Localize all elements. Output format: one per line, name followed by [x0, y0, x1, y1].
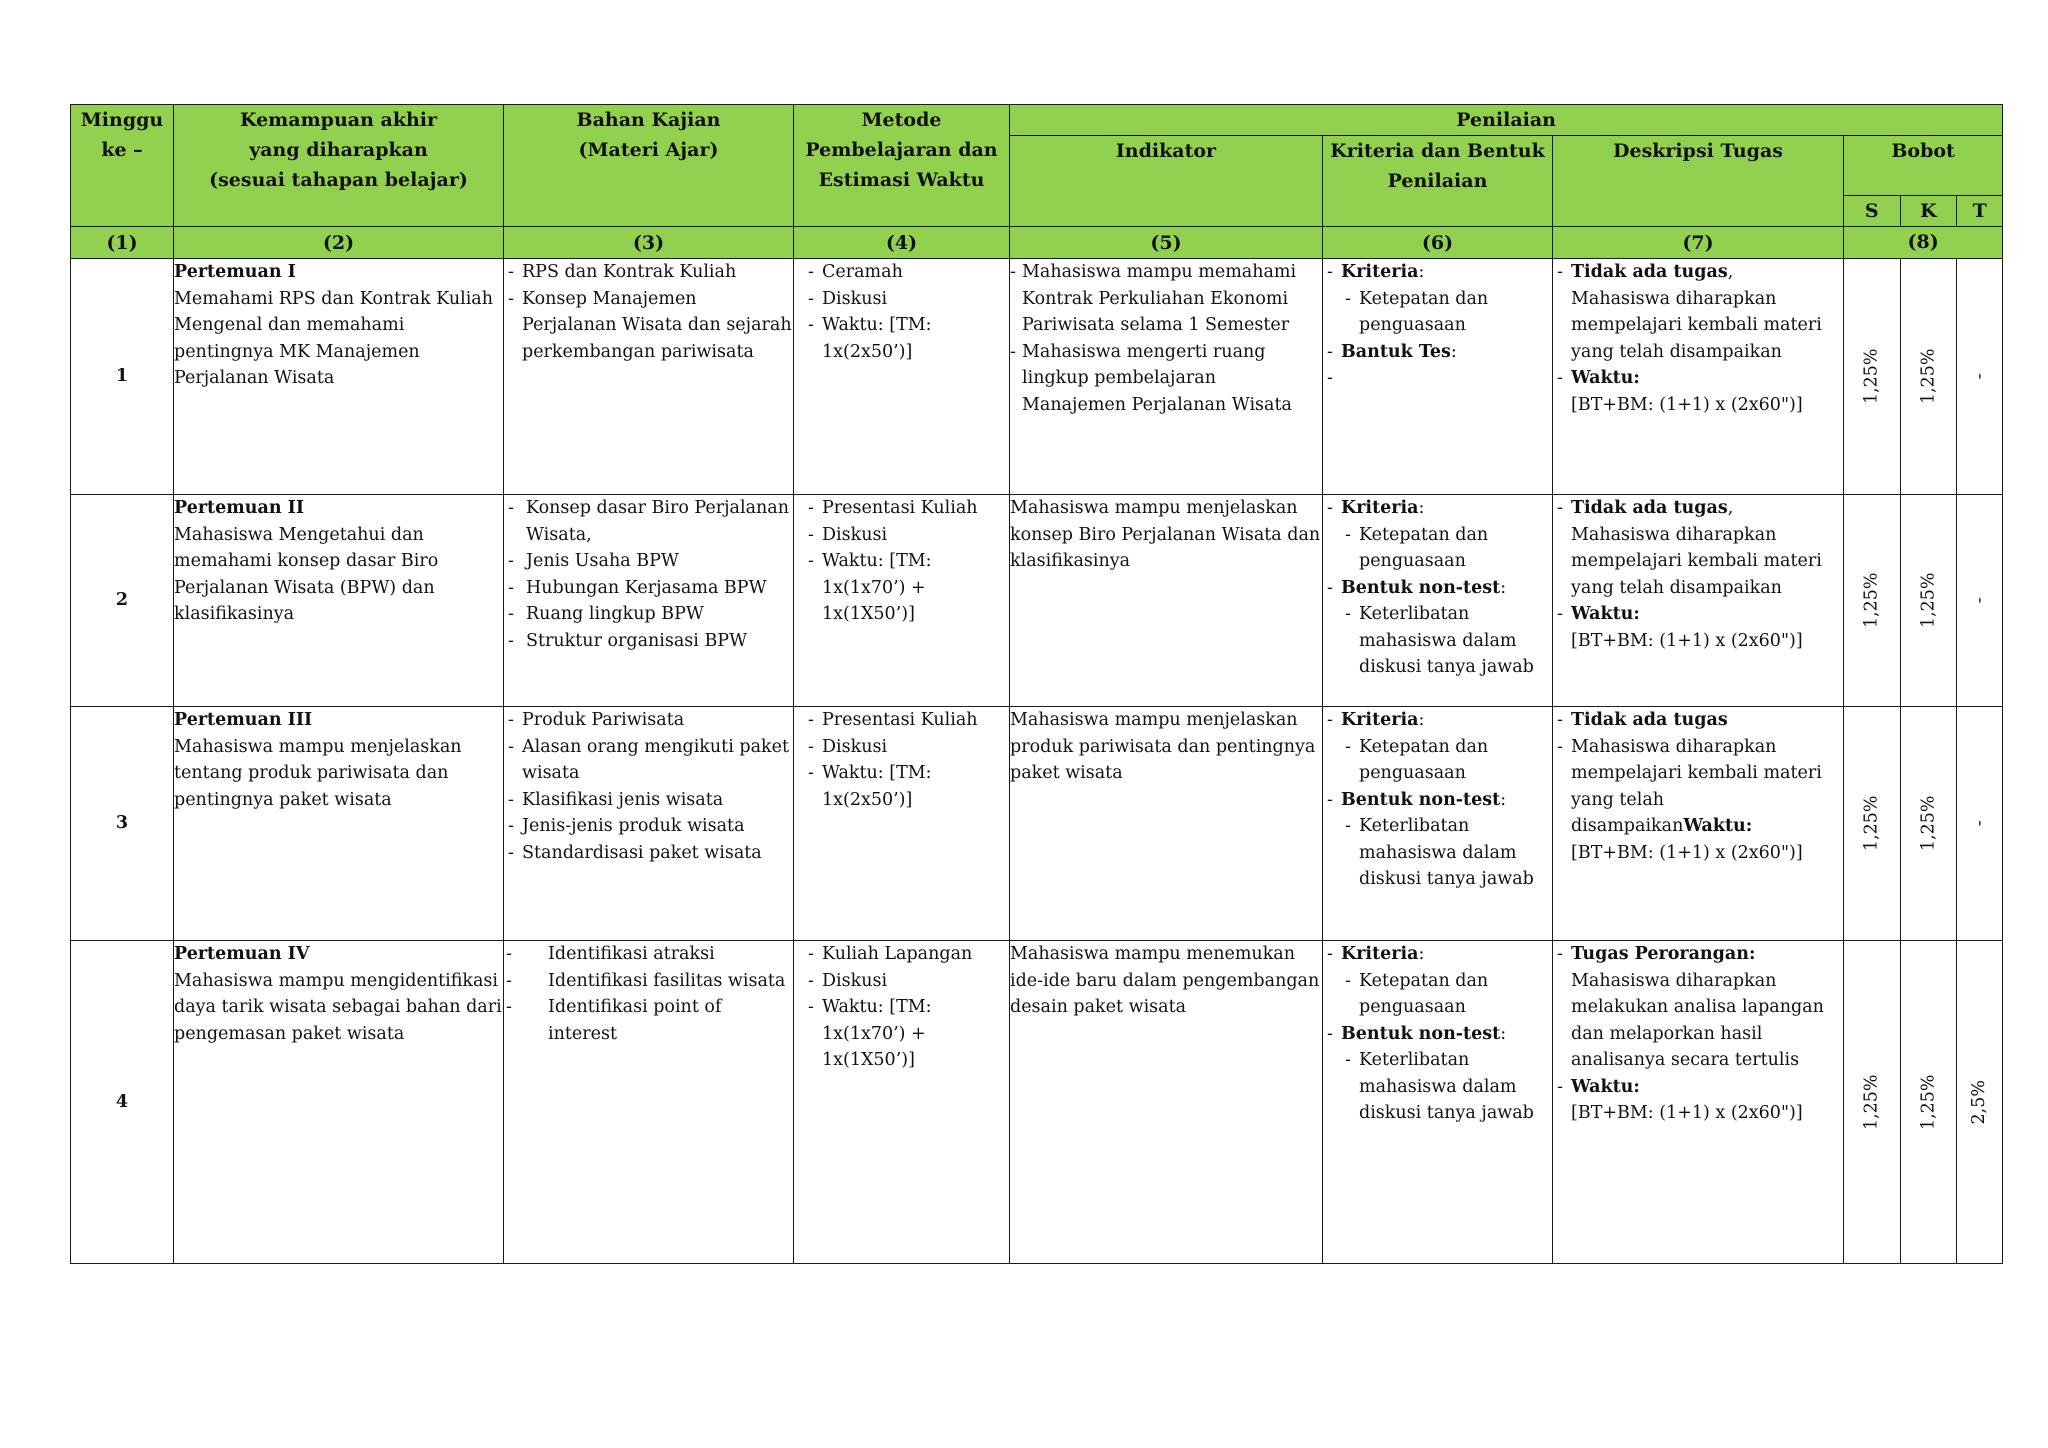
list-item: - Produk Pariwisata: [504, 707, 793, 734]
table-row: [71, 259, 2003, 495]
rps-table: [70, 104, 2003, 1264]
list-item: - Keterlibatan mahasiswa dalam diskusi tanya jawab: [1341, 601, 1552, 681]
header-num-2: (2): [174, 227, 504, 259]
list-item: - Ketepatan dan penguasaan: [1341, 968, 1552, 1021]
row-kemampuan: [174, 259, 504, 495]
bobot-k-cell: 1,25%: [1900, 707, 1957, 941]
list-item: - Standardisasi paket wisata: [504, 840, 793, 867]
list-item: - Waktu: [TM: 1x(2x50’)]: [804, 760, 1009, 813]
header-num-4: (4): [794, 227, 1010, 259]
table-row: [71, 941, 2003, 1264]
kemampuan-text: Memahami RPS dan Kontrak Kuliah Mengenal dan memahami pentingnya MK Manajemen Perjalanan Wisata: [174, 288, 493, 388]
list-item: - Waktu: [TM: 1x(2x50’)]: [804, 312, 1009, 365]
list-item: - Mahasiswa mengerti ruang lingkup pembelajaran Manajemen Perjalanan Wisata: [1010, 339, 1322, 419]
list-item: - Mahasiswa diharapkan mempelajari kembali materi yang telah disampaikanWaktu: [BT+BM: (1+1) x (2x60")]: [1553, 734, 1843, 867]
row-metode: [794, 707, 1010, 941]
bobot-t-cell: -: [1957, 707, 2003, 941]
list-item: - Keterlibatan mahasiswa dalam diskusi tanya jawab: [1341, 813, 1552, 893]
list-item: - Tidak ada tugas, Mahasiswa diharapkan mempelajari kembali materi yang telah disampaikan: [1553, 259, 1843, 365]
table-row: [71, 495, 2003, 707]
list-item: - Mahasiswa mampu memahami Kontrak Perkuliahan Ekonomi Pariwisata selama 1 Semester: [1010, 259, 1322, 339]
list-item: - Waktu: [BT+BM: (1+1) x (2x60")]: [1553, 365, 1843, 418]
header-num-8: (8): [1844, 227, 2003, 259]
list-item: - Diskusi: [804, 286, 1009, 313]
kemampuan-text: Mahasiswa Mengetahui dan memahami konsep dasar Biro Perjalanan Wisata (BPW) dan klasifikasinya: [174, 524, 439, 624]
list-item: - Ruang lingkup BPW: [504, 601, 793, 628]
list-item: - Waktu: [BT+BM: (1+1) x (2x60")]: [1553, 601, 1843, 654]
list-item: - Ketepatan dan penguasaan: [1341, 734, 1552, 787]
row-kriteria: [1323, 941, 1553, 1264]
list-item: - Identifikasi atraksi: [504, 941, 793, 968]
row-bahan: [504, 259, 794, 495]
header-bobot-t: T: [1957, 196, 2003, 227]
header-bahan: Bahan Kajian (Materi Ajar): [504, 105, 794, 227]
row-bahan: [504, 941, 794, 1264]
row-deskripsi: [1553, 259, 1844, 495]
list-item: - Bentuk non-test: - Keterlibatan mahasiswa dalam diskusi tanya jawab: [1323, 575, 1552, 681]
header-bobot-s: S: [1844, 196, 1901, 227]
row-metode: [794, 259, 1010, 495]
list-item: - Diskusi: [804, 968, 1009, 995]
list-item: - Waktu: [TM: 1x(1x70’) + 1x(1X50’)]: [804, 548, 1009, 628]
row-minggu: 4: [71, 941, 174, 1264]
row-minggu: 3: [71, 707, 174, 941]
row-deskripsi: [1553, 707, 1844, 941]
list-item: - Struktur organisasi BPW: [504, 628, 793, 655]
header-penilaian: Penilaian: [1010, 105, 2003, 136]
list-item: - Tidak ada tugas, Mahasiswa diharapkan mempelajari kembali materi yang telah disampaikan: [1553, 495, 1843, 601]
list-item: - Tugas Perorangan: Mahasiswa diharapkan melakukan analisa lapangan dan melaporkan hasil analisanya secara tertulis: [1553, 941, 1843, 1074]
list-item: - Klasifikasi jenis wisata: [504, 787, 793, 814]
kemampuan-text: Mahasiswa mampu mengidentifikasi daya tarik wisata sebagai bahan dari pengemasan paket wisata: [174, 970, 502, 1044]
bobot-s-cell: 1,25%: [1844, 495, 1901, 707]
list-item: - Tidak ada tugas: [1553, 707, 1843, 734]
list-item: - Jenis Usaha BPW: [504, 548, 793, 575]
list-item: - Kriteria: - Ketepatan dan penguasaan: [1323, 941, 1552, 1021]
row-metode: [794, 941, 1010, 1264]
list-item: - Bantuk Tes:: [1323, 339, 1552, 366]
row-minggu: 2: [71, 495, 174, 707]
list-item: - Diskusi: [804, 734, 1009, 761]
header-metode: Metode Pembelajaran dan Estimasi Waktu: [794, 105, 1010, 227]
row-minggu: 1: [71, 259, 174, 495]
header-kemampuan: Kemampuan akhir yang diharapkan (sesuai tahapan belajar): [174, 105, 504, 227]
bobot-k-cell: 1,25%: [1900, 495, 1957, 707]
bobot-k-cell: 1,25%: [1900, 259, 1957, 495]
row-indikator: Mahasiswa mampu menjelaskan produk pariwisata dan pentingnya paket wisata: [1010, 707, 1323, 941]
pertemuan-title: Pertemuan II: [174, 498, 305, 518]
row-deskripsi: [1553, 941, 1844, 1264]
list-item: - Bentuk non-test: - Keterlibatan mahasiswa dalam diskusi tanya jawab: [1323, 1021, 1552, 1127]
header-num-3: (3): [504, 227, 794, 259]
list-item: - Diskusi: [804, 522, 1009, 549]
header-indikator: Indikator: [1010, 136, 1323, 227]
list-item: - Identifikasi point of interest: [504, 994, 793, 1047]
list-item: - Waktu: [TM: 1x(1x70’) + 1x(1X50’)]: [804, 994, 1009, 1074]
header-num-6: (6): [1323, 227, 1553, 259]
pertemuan-title: Pertemuan I: [174, 262, 296, 282]
bobot-t-cell: -: [1957, 495, 2003, 707]
list-item: - Kriteria: - Ketepatan dan penguasaan: [1323, 259, 1552, 339]
pertemuan-title: Pertemuan III: [174, 710, 313, 730]
list-item: - Identifikasi fasilitas wisata: [504, 968, 793, 995]
header-num-1: (1): [71, 227, 174, 259]
row-bahan: [504, 495, 794, 707]
table-row: [71, 707, 2003, 941]
list-item: - Ketepatan dan penguasaan: [1341, 286, 1552, 339]
list-item: - Presentasi Kuliah: [804, 707, 1009, 734]
list-item: - Kriteria: - Ketepatan dan penguasaan: [1323, 495, 1552, 575]
row-kriteria: [1323, 495, 1553, 707]
row-kemampuan: [174, 495, 504, 707]
list-item: - Jenis-jenis produk wisata: [504, 813, 793, 840]
list-item: - Presentasi Kuliah: [804, 495, 1009, 522]
header-bobot: Bobot: [1844, 136, 2003, 196]
list-item: - Alasan orang mengikuti paket wisata: [504, 734, 793, 787]
bobot-t-cell: 2,5%: [1957, 941, 2003, 1264]
header-deskripsi: Deskripsi Tugas: [1553, 136, 1844, 227]
list-item: - Ketepatan dan penguasaan: [1341, 522, 1552, 575]
row-indikator: [1010, 259, 1323, 495]
kemampuan-text: Mahasiswa mampu menjelaskan tentang produk pariwisata dan pentingnya paket wisata: [174, 736, 462, 810]
list-item: - Kriteria: - Ketepatan dan penguasaan: [1323, 707, 1552, 787]
list-item: - Keterlibatan mahasiswa dalam diskusi tanya jawab: [1341, 1047, 1552, 1127]
list-item: - Waktu: [BT+BM: (1+1) x (2x60")]: [1553, 1074, 1843, 1127]
bobot-s-cell: 1,25%: [1844, 707, 1901, 941]
row-bahan: [504, 707, 794, 941]
bobot-k-cell: 1,25%: [1900, 941, 1957, 1264]
list-item: - Bentuk non-test: - Keterlibatan mahasiswa dalam diskusi tanya jawab: [1323, 787, 1552, 893]
header-num-5: (5): [1010, 227, 1323, 259]
pertemuan-title: Pertemuan IV: [174, 944, 310, 964]
list-item: - Konsep dasar Biro Perjalanan Wisata,: [504, 495, 793, 548]
row-indikator: Mahasiswa mampu menemukan ide-ide baru dalam pengembangan desain paket wisata: [1010, 941, 1323, 1264]
row-deskripsi: [1553, 495, 1844, 707]
header-kriteria: Kriteria dan Bentuk Penilaian: [1323, 136, 1553, 227]
bobot-t-cell: -: [1957, 259, 2003, 495]
row-metode: [794, 495, 1010, 707]
bobot-s-cell: 1,25%: [1844, 259, 1901, 495]
row-kemampuan: [174, 941, 504, 1264]
list-item: - Kuliah Lapangan: [804, 941, 1009, 968]
row-indikator: Mahasiswa mampu menjelaskan konsep Biro Perjalanan Wisata dan klasifikasinya: [1010, 495, 1323, 707]
header-num-7: (7): [1553, 227, 1844, 259]
row-kemampuan: [174, 707, 504, 941]
list-item: - Hubungan Kerjasama BPW: [504, 575, 793, 602]
list-item: - Ceramah: [804, 259, 1009, 286]
bobot-s-cell: 1,25%: [1844, 941, 1901, 1264]
list-item: - Konsep Manajemen Perjalanan Wisata dan sejarah perkembangan pariwisata: [504, 286, 793, 366]
row-kriteria: [1323, 707, 1553, 941]
row-kriteria: [1323, 259, 1553, 495]
header-minggu: Minggu ke –: [71, 105, 174, 227]
list-item: - RPS dan Kontrak Kuliah: [504, 259, 793, 286]
header-bobot-k: K: [1900, 196, 1957, 227]
